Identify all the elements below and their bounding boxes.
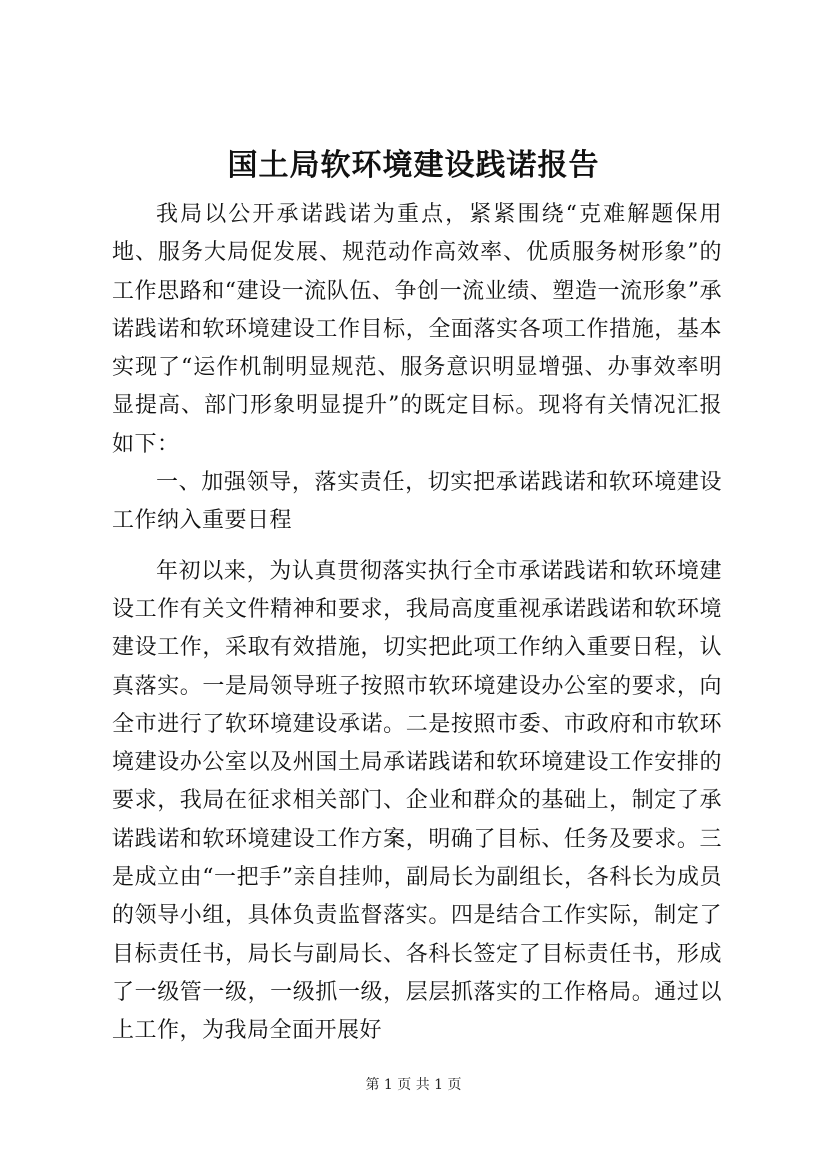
page-footer: 第 1 页 共 1 页: [365, 1077, 462, 1093]
section-heading: 一、加强领导，落实责任，切实把承诺践诺和软环境建设工作纳入重要日程: [112, 470, 722, 534]
section-paragraph: 年初以来，为认真贯彻落实执行全市承诺践诺和软环境建设工作有关文件精神和要求，我局高度重视承诺践诺和软环境建设工作，采取有效措施，切实把此项工作纳入重要日程，认真落实。一是局领导班子按照市软环境建设办公室的要求，向全市进行了软环境建设承诺。二是按照市委、市政府和市软环境建设办公室以及州国土局承诺践诺和软环境建设工作安排的要求，我局在征求相关部门、企业和群众的基础上，制定了承诺践诺和软环境建设工作方案，明确了目标、任务及要求。三是成立由“一把手”亲自挂帅，副局长为副组长，各科长为成员的领导小组，具体负责监督落实。四是结合工作实际，制定了目标责任书，局长与副局长、各科长签定了目标责任书，形成了一级管一级，一级抓一级，层层抓落实的工作格局。通过以上工作，为我局全面开展好: [112, 558, 722, 1044]
document-body: [112, 196, 722, 1051]
document-title: 国土局软环境建设践诺报告: [227, 148, 600, 183]
intro-paragraph: 我局以公开承诺践诺为重点，紧紧围绕“克难解题保用地、服务大局促发展、规范动作高效率、优质服务树形象”的工作思路和“建设一流队伍、争创一流业绩、塑造一流形象”承诺践诺和软环境建设工作目标，全面落实各项工作措施，基本实现了“运作机制明显规范、服务意识明显增强、办事效率明显提高、部门形象明显提升”的既定目标。现将有关情况汇报如下：: [112, 202, 722, 457]
